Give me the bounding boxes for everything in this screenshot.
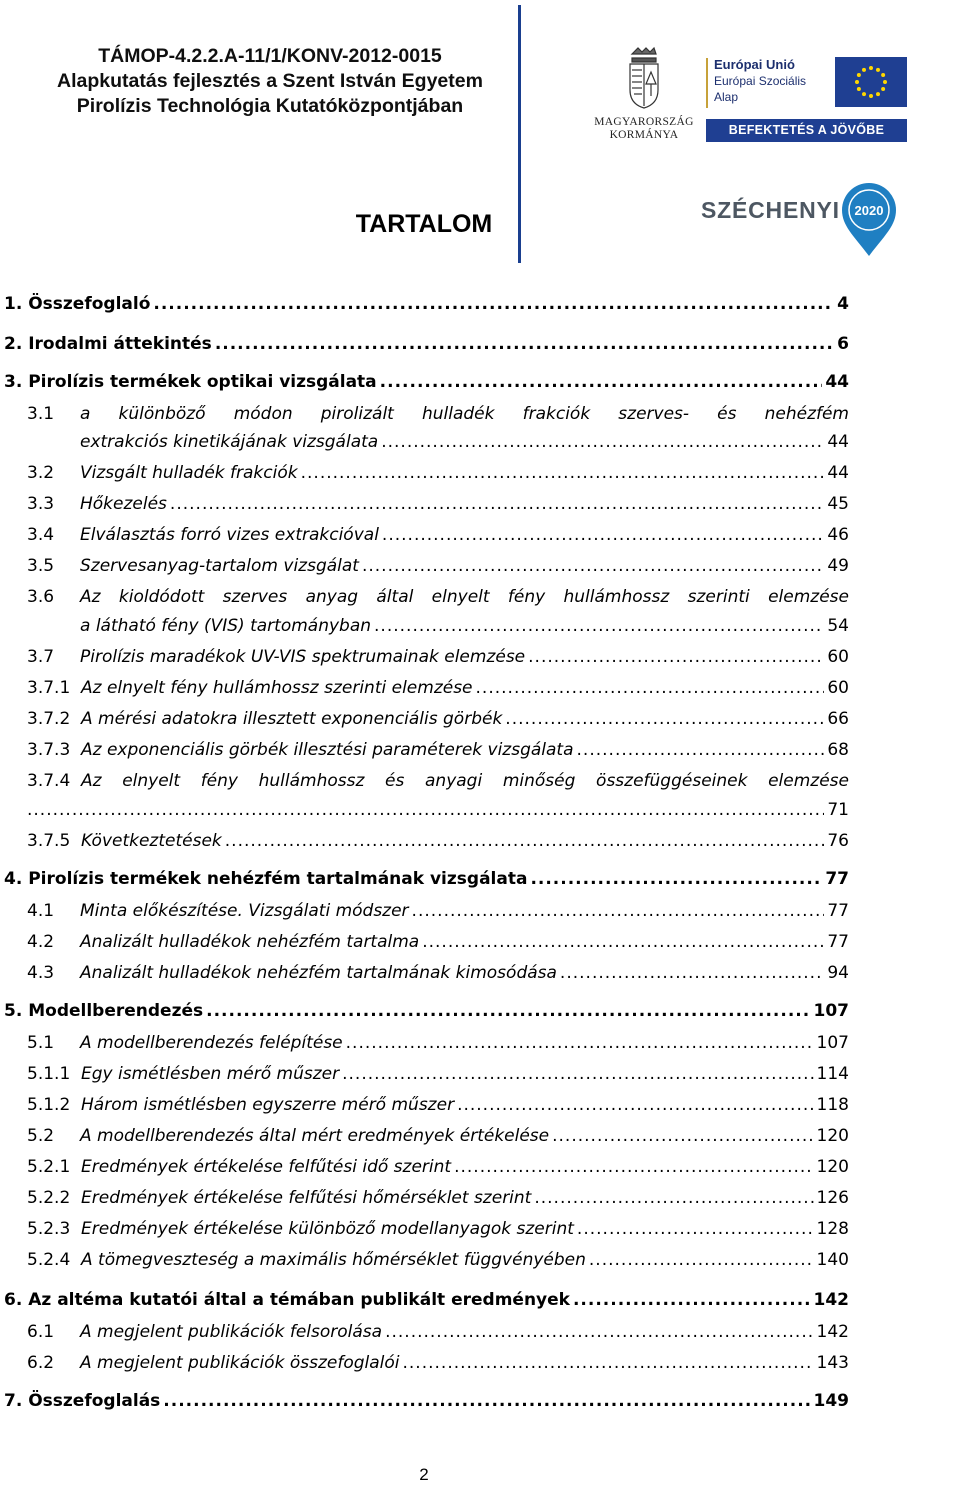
project-line-3: Pirolízis Technológia Kutatóközpontjában <box>76 95 464 117</box>
toc-label: Eredmények értékelése különböző modellanyagok szerint <box>81 1219 574 1239</box>
toc-label: Irodalmi áttekintés <box>28 334 212 354</box>
eu-investment-banner: BEFEKTETÉS A JÖVŐBE <box>706 119 907 142</box>
toc-page: 126 <box>816 1188 849 1208</box>
toc-leader <box>27 799 824 821</box>
toc-entry-4-1[interactable] <box>27 900 849 922</box>
toc-page: 142 <box>816 1322 849 1342</box>
toc-label-line-1: Az elnyelt fény hullámhossz és anyagi minőség összefüggéseinek elemzése <box>81 771 849 791</box>
toc-leader <box>215 333 832 355</box>
toc-label: Elválasztás forró vizes extrakcióval <box>80 525 379 545</box>
toc-label: Modellberendezés <box>28 1001 204 1021</box>
toc-label: A modellberendezés felépítése <box>80 1033 343 1053</box>
toc-label: A tömegveszteség a maximális hőmérséklet függvényében <box>81 1250 586 1270</box>
toc-entry-5-1[interactable] <box>27 1032 849 1054</box>
toc-leader <box>560 962 824 984</box>
toc-entry-5[interactable] <box>4 1000 849 1022</box>
toc-entry-4-2[interactable] <box>27 931 849 953</box>
toc-label: Vizsgált hulladék frakciók <box>80 463 298 483</box>
toc-label: Hőkezelés <box>80 494 167 514</box>
toc-label: Az altéma kutatói által a témában publikált eredmények <box>28 1290 570 1310</box>
toc-number: 6.2 <box>27 1353 55 1373</box>
toc-leader <box>385 1321 813 1343</box>
toc-number: 5.2.4 <box>27 1250 71 1270</box>
toc-leader <box>374 615 824 637</box>
eu-star <box>876 68 880 72</box>
toc-leader <box>153 293 832 315</box>
toc-number: 5.2.3 <box>27 1219 71 1239</box>
toc-number: 3. <box>4 372 23 392</box>
toc-page: 45 <box>827 494 849 514</box>
toc-entry-1[interactable] <box>4 293 849 315</box>
toc-page: 66 <box>827 709 849 729</box>
toc-label: Egy ismétlésben mérő műszer <box>81 1064 340 1084</box>
toc-label-line-2: a látható fény (VIS) tartományban <box>80 616 372 636</box>
project-header <box>0 44 540 119</box>
toc-number: 1. <box>4 294 23 314</box>
toc-page: 44 <box>827 432 849 452</box>
eu-star <box>855 80 859 84</box>
toc-entry-3-7-3[interactable] <box>27 739 849 761</box>
eu-star <box>857 73 861 77</box>
page-number: 2 <box>419 1465 429 1484</box>
toc-number: 5.2.1 <box>27 1157 71 1177</box>
toc-leader <box>528 646 824 668</box>
toc-page: 49 <box>827 556 849 576</box>
toc-label: Analizált hulladékok nehézfém tartalma <box>80 932 420 952</box>
toc-leader <box>530 868 822 890</box>
toc-page: 44 <box>825 372 849 392</box>
toc-leader <box>381 431 824 453</box>
project-code: TÁMOP-4.2.2.A-11/1/KONV-2012-0015 <box>98 45 442 67</box>
toc-number: 5.2.2 <box>27 1188 71 1208</box>
toc-number: 7. <box>4 1391 23 1411</box>
toc-page: 4 <box>837 294 849 314</box>
toc-entry-5-1-2[interactable] <box>27 1094 849 1116</box>
toc-number: 4. <box>4 869 23 889</box>
toc-entry-5-2-2[interactable] <box>27 1187 849 1209</box>
toc-page: 120 <box>816 1126 849 1146</box>
eu-star <box>869 66 873 70</box>
toc-entry-3-7[interactable] <box>27 646 849 668</box>
eu-logo-divider <box>706 58 708 108</box>
toc-label: Analizált hulladékok nehézfém tartalmának kimosódása <box>80 963 557 983</box>
toc-leader <box>163 1390 810 1412</box>
toc-entry-3-7-1[interactable] <box>27 677 849 699</box>
toc-entry-5-2-3[interactable] <box>27 1218 849 1240</box>
toc-entry-3-4[interactable] <box>27 524 849 546</box>
toc-leader <box>225 830 825 852</box>
toc-entry-3-7-5[interactable] <box>27 830 849 852</box>
toc-leader <box>403 1352 814 1374</box>
toc-page: 94 <box>827 963 849 983</box>
toc-label: Eredmények értékelése felfűtési idő szerint <box>81 1157 452 1177</box>
toc-number: 5.1.1 <box>27 1064 71 1084</box>
toc-number: 4.3 <box>27 963 55 983</box>
eu-star <box>869 94 873 98</box>
toc-page: 107 <box>816 1033 849 1053</box>
toc-page: 60 <box>827 678 849 698</box>
toc-number: 4.2 <box>27 932 55 952</box>
toc-label: Összefoglaló <box>28 294 151 314</box>
toc-entry-7[interactable] <box>4 1390 849 1412</box>
toc-label: Következtetések <box>81 831 222 851</box>
eu-star <box>857 87 861 91</box>
toc-number: 3.7.4 <box>27 771 71 791</box>
toc-entry-3[interactable] <box>4 371 849 393</box>
toc-entry-3-7-4[interactable] <box>27 770 849 792</box>
toc-number: 2. <box>4 334 23 354</box>
eu-logo-text <box>714 57 806 105</box>
toc-number: 6.1 <box>27 1322 55 1342</box>
toc-page: 44 <box>827 463 849 483</box>
toc-number: 3.2 <box>27 463 55 483</box>
toc-leader <box>422 931 824 953</box>
toc-page: 77 <box>827 901 849 921</box>
toc-leader <box>552 1125 813 1147</box>
toc-page: 77 <box>825 869 849 889</box>
toc-number: 4.1 <box>27 901 55 921</box>
toc-label: Három ismétlésben egyszerre mérő műszer <box>81 1095 455 1115</box>
toc-page: 77 <box>827 932 849 952</box>
toc-label: Pirolízis termékek nehézfém tartalmának vizsgálata <box>28 869 528 889</box>
toc-leader <box>454 1156 813 1178</box>
toc-label: A megjelent publikációk összefoglalói <box>80 1353 400 1373</box>
toc-leader <box>206 1000 810 1022</box>
toc-label: Összefoglalás <box>28 1391 161 1411</box>
toc-leader <box>346 1032 814 1054</box>
toc-entry-3-5[interactable] <box>27 555 849 577</box>
toc-page: 149 <box>813 1391 849 1411</box>
eu-star <box>862 68 866 72</box>
toc-leader <box>301 462 825 484</box>
toc-page: 54 <box>827 616 849 636</box>
toc-entry-3-2[interactable] <box>27 462 849 484</box>
toc-entry-6[interactable] <box>4 1289 849 1311</box>
toc-label: Pirolízis termékek optikai vizsgálata <box>28 372 377 392</box>
toc-entry-3-7-4-cont[interactable] <box>27 799 849 821</box>
toc-page: 46 <box>827 525 849 545</box>
toc-entry-5-1-1[interactable] <box>27 1063 849 1085</box>
toc-page: 120 <box>816 1157 849 1177</box>
toc-number: 5.1.2 <box>27 1095 71 1115</box>
eu-fund-line-2: Alap <box>714 90 739 104</box>
toc-number: 3.3 <box>27 494 55 514</box>
toc-page: 76 <box>827 831 849 851</box>
toc-leader <box>534 1187 813 1209</box>
toc-leader <box>577 1218 814 1240</box>
toc-number: 3.7 <box>27 647 55 667</box>
toc-leader <box>505 708 824 730</box>
toc-label: Minta előkészítése. Vizsgálati módszer <box>80 901 409 921</box>
toc-number: 3.5 <box>27 556 55 576</box>
project-line-2: Alapkutatás fejlesztés a Szent István Egyetem <box>57 70 483 92</box>
toc-leader <box>362 555 824 577</box>
toc-number: 3.7.3 <box>27 740 71 760</box>
toc-entry-3-1[interactable] <box>27 403 849 425</box>
toc-entry-3-6[interactable] <box>27 586 849 608</box>
toc-label: Szervesanyag-tartalom vizsgálat <box>80 556 359 576</box>
toc-label: A megjelent publikációk felsorolása <box>80 1322 383 1342</box>
gov-caption-line-2: KORMÁNYA <box>609 129 679 141</box>
toc-page: 114 <box>816 1064 849 1084</box>
eu-flag-icon <box>835 57 907 107</box>
toc-leader <box>457 1094 813 1116</box>
toc-entry-6-1[interactable] <box>27 1321 849 1343</box>
toc-label: Az exponenciális görbék illesztési paraméterek vizsgálata <box>81 740 574 760</box>
toc-leader <box>589 1249 814 1271</box>
toc-entry-5-2-4[interactable] <box>27 1249 849 1271</box>
toc-number: 3.6 <box>27 587 55 607</box>
toc-entry-4[interactable] <box>4 868 849 890</box>
toc-entry-3-3[interactable] <box>27 493 849 515</box>
toc-leader <box>573 1289 811 1311</box>
szechenyi-year: 2020 <box>854 203 884 218</box>
government-logo-caption <box>588 116 700 142</box>
toc-page: 60 <box>827 647 849 667</box>
toc-label: Pirolízis maradékok UV-VIS spektrumainak elemzése <box>80 647 526 667</box>
toc-number: 3.7.2 <box>27 709 71 729</box>
gov-caption-line-1: MAGYARORSZÁG <box>594 116 694 128</box>
toc-entry-4-3[interactable] <box>27 962 849 984</box>
toc-number: 5.2 <box>27 1126 55 1146</box>
toc-entry-3-1-cont[interactable] <box>80 431 849 453</box>
toc-number: 3.7.1 <box>27 678 71 698</box>
szechenyi-logo-text: SZÉCHENYI <box>701 197 840 223</box>
toc-page: 71 <box>827 800 849 820</box>
toc-number: 6. <box>4 1290 23 1310</box>
eu-fund-line-1: Európai Szociális <box>714 74 807 88</box>
toc-number: 5.1 <box>27 1033 55 1053</box>
eu-star <box>876 92 880 96</box>
eu-star <box>881 87 885 91</box>
toc-number: 5. <box>4 1001 23 1021</box>
toc-page: 140 <box>816 1250 849 1270</box>
toc-number: 3.4 <box>27 525 55 545</box>
toc-page: 118 <box>816 1095 849 1115</box>
toc-entry-3-6-cont[interactable] <box>80 615 849 637</box>
toc-page: 143 <box>816 1353 849 1373</box>
toc-number: 3.7.5 <box>27 831 71 851</box>
toc-page: 128 <box>816 1219 849 1239</box>
toc-leader <box>342 1063 813 1085</box>
toc-leader <box>382 524 824 546</box>
toc-label: Eredmények értékelése felfűtési hőmérséklet szerint <box>81 1188 532 1208</box>
toc-entry-2[interactable] <box>4 333 849 355</box>
toc-entry-3-7-2[interactable] <box>27 708 849 730</box>
toc-leader <box>412 900 825 922</box>
toc-leader <box>380 371 823 393</box>
toc-page: 142 <box>813 1290 849 1310</box>
toc-title: TARTALOM <box>355 210 493 238</box>
eu-star <box>862 92 866 96</box>
toc-leader <box>577 739 825 761</box>
toc-entry-5-2[interactable] <box>27 1125 849 1147</box>
toc-label-line-1: Az kioldódott szerves anyag által elnyelt fény hullámhossz szerinti elemzése <box>80 587 849 607</box>
toc-label-line-1: a különböző módon pirolizált hulladék frakciók szerves- és nehézfém <box>80 404 849 424</box>
toc-entry-6-2[interactable] <box>27 1352 849 1374</box>
toc-leader <box>170 493 824 515</box>
toc-label: Az elnyelt fény hullámhossz szerinti elemzése <box>81 678 473 698</box>
toc-number: 3.1 <box>27 404 55 424</box>
toc-page: 107 <box>813 1001 849 1021</box>
toc-label-line-2: extrakciós kinetikájának vizsgálata <box>80 432 379 452</box>
eu-star <box>883 80 887 84</box>
toc-page: 68 <box>827 740 849 760</box>
toc-label: A mérési adatokra illesztett exponenciális görbék <box>81 709 503 729</box>
eu-name: Európai Unió <box>714 57 795 72</box>
toc-leader <box>476 677 825 699</box>
toc-entry-5-2-1[interactable] <box>27 1156 849 1178</box>
toc-page: 6 <box>837 334 849 354</box>
eu-star <box>881 73 885 77</box>
toc-label: A modellberendezés által mért eredmények értékelése <box>80 1126 550 1146</box>
